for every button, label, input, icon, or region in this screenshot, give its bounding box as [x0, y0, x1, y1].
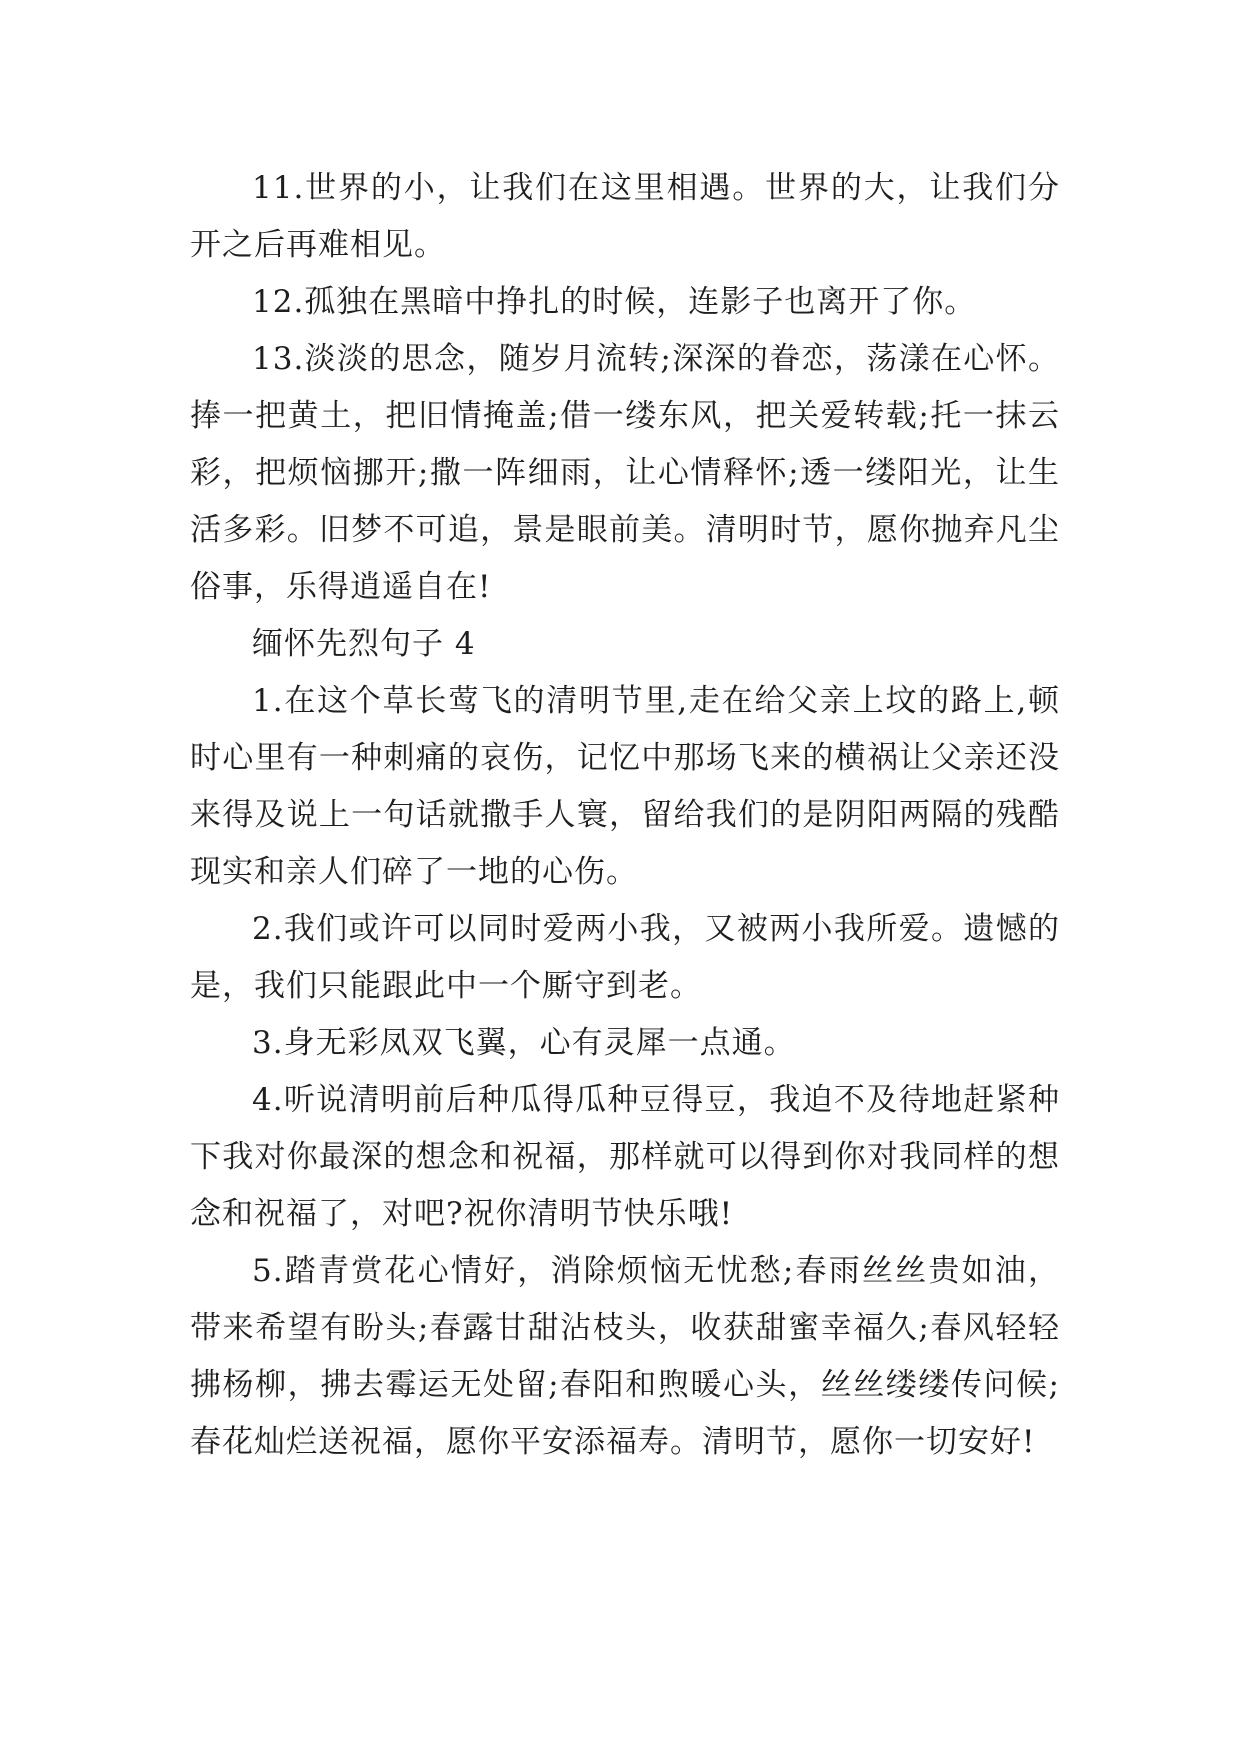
- paragraph-item-12: 12.孤独在黑暗中挣扎的时候，连影子也离开了你。: [252, 284, 977, 320]
- paragraph-item-4: 4.听说清明前后种瓜得瓜种豆得豆，我迫不及待地赶紧种下我对你最深的想念和祝福，那样就可以得到你对我同样的想念和祝福了，对吧?祝你清明节快乐哦!: [190, 1082, 1060, 1232]
- section-heading: 缅怀先烈句子 4: [252, 626, 476, 662]
- paragraph-item-2: 2.我们或许可以同时爱两小我，又被两小我所爱。遗憾的是，我们只能跟此中一个厮守到老。: [190, 911, 1060, 1004]
- document-body: [190, 160, 1060, 1471]
- paragraph-item-5: 5.踏青赏花心情好，消除烦恼无忧愁;春雨丝丝贵如油，带来希望有盼头;春露甘甜沾枝头，收获甜蜜幸福久;春风轻轻拂杨柳，拂去霉运无处留;春阳和煦暖心头，丝丝缕缕传问候;春花灿烂送祝福，愿你平安添福寿。清明节，愿你一切安好!: [190, 1253, 1060, 1460]
- paragraph-item-11: 11.世界的小，让我们在这里相遇。世界的大，让我们分开之后再难相见。: [190, 170, 1060, 263]
- paragraph-item-13: 13.淡淡的思念，随岁月流转;深深的眷恋，荡漾在心怀。捧一把黄土，把旧情掩盖;借一缕东风，把关爱转载;托一抹云彩，把烦恼挪开;撒一阵细雨，让心情释怀;透一缕阳光，让生活多彩。旧梦不可追，景是眼前美。清明时节，愿你抛弃凡尘俗事，乐得逍遥自在!: [190, 341, 1060, 605]
- paragraph-item-1: 1.在这个草长莺飞的清明节里,走在给父亲上坟的路上,顿时心里有一种刺痛的哀伤，记忆中那场飞来的横祸让父亲还没来得及说上一句话就撒手人寰，留给我们的是阴阳两隔的残酷现实和亲人们碎了一地的心伤。: [190, 683, 1060, 890]
- paragraph-item-3: 3.身无彩凤双飞翼，心有灵犀一点通。: [252, 1025, 796, 1061]
